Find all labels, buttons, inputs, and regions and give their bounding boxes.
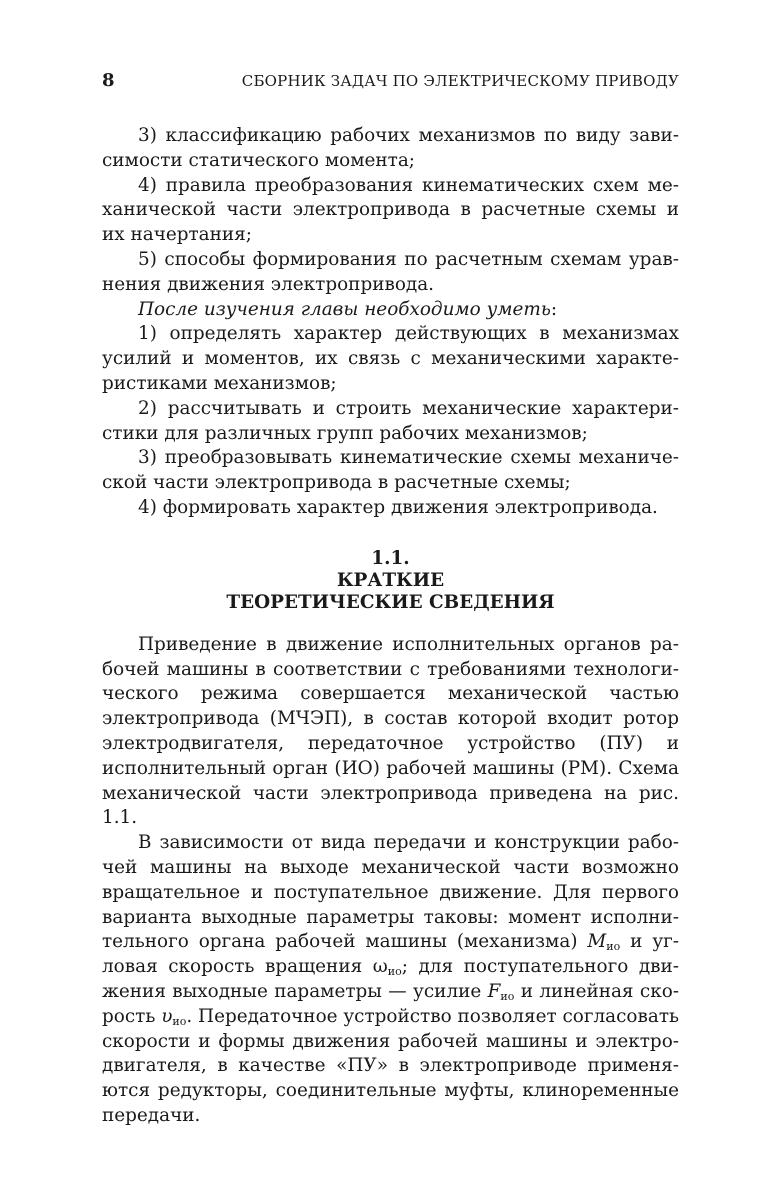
skills-list-item-1: 1) определять характер действующих в механизмах усилий и моментов, их связь с механическими характеристиками механизмов; — [102, 323, 679, 394]
book-page — [102, 70, 679, 1129]
section-heading — [102, 548, 679, 614]
skills-list-item-2: 2) рассчитывать и строить механические характеристики для различных групп рабочих механизмов; — [102, 397, 679, 444]
body-paragraph-2 — [102, 831, 679, 1129]
intro-list-item-3: 3) классификацию рабочих механизмов по виду зависимости статического момента; — [102, 125, 679, 171]
intro-list-item-4: 4) правила преобразования кинематических схем механической части электропривода в расчетные схемы и их начертания; — [102, 174, 679, 246]
subscript-omega: ио — [387, 965, 402, 979]
skills-list-item-3: 3) преобразовывать кинематические схемы механической части электропривода в расчетные схемы; — [102, 447, 679, 494]
body-paragraph-1: Приведение в движение исполнительных органов рабочей машины в соответствии с требованиями технологического режима совершается механической частью электропривода (МЧЭП), в состав которой входит ротор электродвигателя, передаточное устройство (ПУ) и исполнительный орган (ИО) рабочей машины (РМ). Схема механической части электропривода приведена на рис. 1.1. — [102, 633, 679, 829]
running-header — [102, 70, 679, 92]
section-title-line-2: ТЕОРЕТИЧЕСКИЕ СВЕДЕНИЯ — [226, 591, 555, 613]
symbol-velocity: υ — [161, 1005, 173, 1027]
symbol-force: F — [487, 980, 501, 1002]
skills-intro-colon: : — [550, 298, 558, 320]
symbol-omega: ω — [372, 956, 388, 978]
page-number: 8 — [102, 70, 115, 91]
section-number: 1.1. — [371, 547, 410, 569]
skills-intro-text: После изучения главы необходимо уметь — [138, 298, 551, 320]
body-paragraph-2-part-2: и угловая скорость вращения — [102, 931, 679, 978]
body-paragraph-2-part-3: ; для поступательного движения выходные параметры — усилие — [102, 956, 679, 1002]
subscript-moment: ио — [606, 940, 621, 954]
subscript-velocity: ио — [172, 1014, 187, 1028]
body-paragraph-2-part-4: и линейная скорость — [102, 980, 679, 1027]
skills-list-item-4: 4) формировать характер движения электропривода. — [138, 496, 658, 518]
skills-intro — [102, 298, 679, 323]
running-title: СБОРНИК ЗАДАЧ ПО ЭЛЕКТРИЧЕСКОМУ ПРИВОДУ — [241, 72, 679, 90]
section-title-line-1: КРАТКИЕ — [336, 569, 445, 591]
subscript-force: ио — [500, 989, 515, 1003]
intro-list-item-5: 5) способы формирования по расчетным схемам уравнения движения электропривода. — [102, 248, 679, 295]
body-paragraph-2-part-5: . Передаточное устройство позволяет согласовать скорости и формы движения рабочей машины и электродвигателя, в качестве «ПУ» в электроприводе применяются редукторы, соединительные муфты, клиноременные передачи. — [102, 1005, 680, 1126]
body-paragraph-2-part-1: В зависимости от вида передачи и конструкции рабочей машины на выходе механической части возможно вращательное и поступательное движение. Для первого варианта выходные параметры таковы: момент исполнительного органа рабочей машины (механизма) — [102, 832, 679, 953]
symbol-moment: M — [587, 931, 607, 953]
